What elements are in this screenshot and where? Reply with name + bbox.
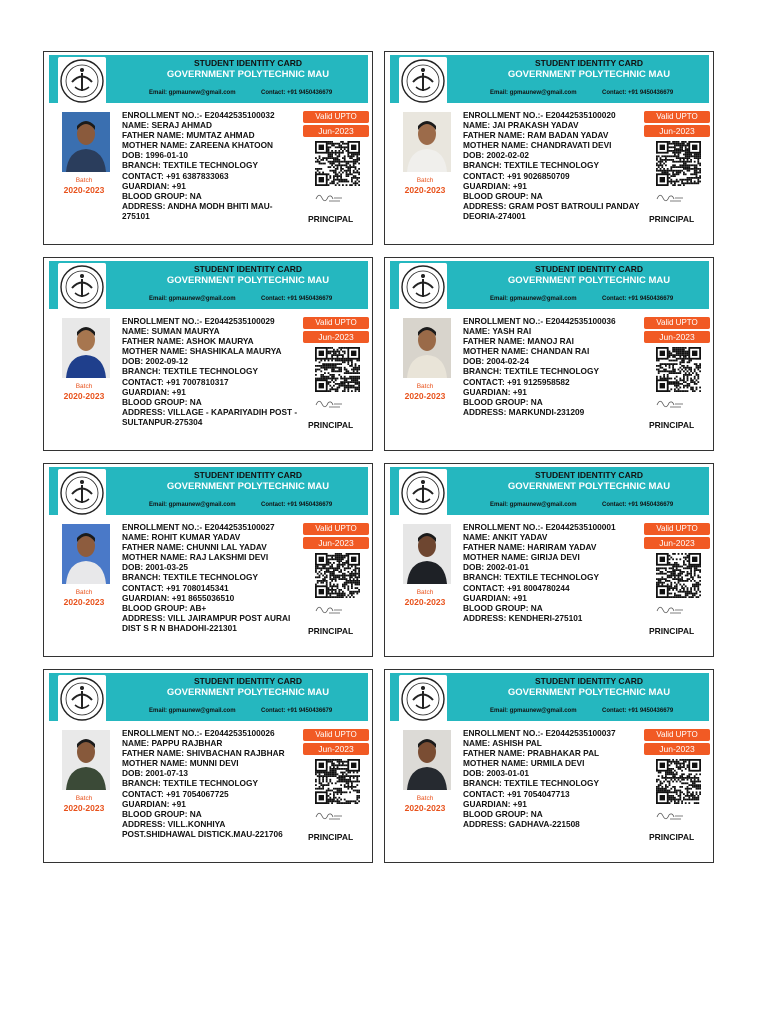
principal-label: PRINCIPAL: [308, 420, 354, 430]
detail-line: NAME: ROHIT KUMAR YADAV: [122, 532, 241, 543]
batch-value: 2020-2023: [404, 391, 446, 401]
principal-label: PRINCIPAL: [649, 214, 695, 224]
student-details: [463, 522, 641, 623]
card-title: STUDENT IDENTITY CARD: [194, 58, 302, 68]
student-photo: [403, 112, 451, 172]
detail-line: MOTHER NAME: MUNNI DEVI: [122, 758, 239, 769]
batch-value: 2020-2023: [404, 803, 446, 813]
detail-line: CONTACT: +91 8004780244: [463, 582, 570, 593]
institute-name: GOVERNMENT POLYTECHNIC MAU: [507, 687, 671, 698]
detail-line: ADDRESS: ANDHA MODH BHITI MAU-275101: [122, 200, 273, 221]
email-text: Email: gpmaunew@gmail.com: [149, 708, 236, 714]
detail-line: DOB: 2002-02-02: [463, 150, 529, 161]
id-card: [43, 669, 373, 863]
email-text: Email: gpmaunew@gmail.com: [149, 502, 236, 508]
detail-line: NAME: ASHISH PAL: [463, 738, 542, 749]
student-photo: [62, 318, 110, 378]
detail-line: ADDRESS: KENDHERI-275101: [463, 612, 583, 623]
detail-line: BRANCH: TEXTILE TECHNOLOGY: [463, 572, 599, 583]
detail-line: ENROLLMENT NO.:- E20442535100026: [122, 728, 275, 738]
detail-line: ENROLLMENT NO.:- E20442535100027: [122, 522, 275, 532]
detail-line: DOB: 2002-01-01: [463, 562, 529, 573]
detail-line: CONTACT: +91 6387833063: [122, 170, 229, 181]
id-card: [43, 463, 373, 657]
email-text: Email: gpmaunew@gmail.com: [490, 502, 577, 508]
contact-text: Contact: +91 9450436679: [261, 502, 333, 508]
detail-line: BLOOD GROUP: AB+: [122, 602, 207, 613]
qr-code-icon: [315, 141, 360, 186]
up-government-emblem-icon: [399, 675, 447, 723]
up-government-emblem-icon: [399, 263, 447, 311]
batch-label: Batch: [75, 795, 93, 802]
batch-label: Batch: [75, 383, 93, 390]
principal-label: PRINCIPAL: [308, 214, 354, 224]
card-title: STUDENT IDENTITY CARD: [194, 676, 302, 686]
student-details: [463, 728, 641, 829]
qr-code-icon: [656, 347, 701, 392]
detail-line: BRANCH: TEXTILE TECHNOLOGY: [463, 366, 599, 377]
detail-line: BRANCH: TEXTILE TECHNOLOGY: [122, 572, 258, 583]
detail-line: FATHER NAME: SHIVBACHAN RAJBHAR: [122, 748, 285, 759]
valid-date-badge: Jun-2023: [644, 537, 710, 549]
up-government-emblem-icon: [58, 57, 106, 105]
principal-label: PRINCIPAL: [649, 626, 695, 636]
detail-line: MOTHER NAME: CHANDAN RAI: [463, 346, 590, 357]
detail-line: CONTACT: +91 7080145341: [122, 582, 229, 593]
valid-upto-badge: Valid UPTO: [303, 729, 369, 741]
detail-line: FATHER NAME: PRABHAKAR PAL: [463, 748, 600, 759]
detail-line: MOTHER NAME: URMILA DEVI: [463, 758, 585, 769]
detail-line: BRANCH: TEXTILE TECHNOLOGY: [122, 778, 258, 789]
institute-name: GOVERNMENT POLYTECHNIC MAU: [166, 481, 330, 492]
batch-label: Batch: [416, 589, 434, 596]
student-details: [122, 110, 300, 221]
detail-line: MOTHER NAME: ZAREENA KHATOON: [122, 140, 274, 151]
valid-upto-badge: Valid UPTO: [644, 111, 710, 123]
qr-code-icon: [315, 759, 360, 804]
detail-line: DOB: 2001-03-25: [122, 562, 188, 573]
qr-code-icon: [656, 553, 701, 598]
detail-line: BRANCH: TEXTILE TECHNOLOGY: [122, 160, 258, 171]
batch-value: 2020-2023: [63, 391, 105, 401]
detail-line: NAME: ANKIT YADAV: [463, 532, 548, 543]
card-title: STUDENT IDENTITY CARD: [194, 470, 302, 480]
detail-line: NAME: YASH RAI: [463, 326, 532, 337]
qr-code-icon: [315, 553, 360, 598]
principal-signature: [655, 808, 685, 822]
valid-upto-badge: Valid UPTO: [303, 523, 369, 535]
principal-signature: [314, 808, 344, 822]
card-title: STUDENT IDENTITY CARD: [535, 58, 643, 68]
detail-line: ADDRESS: VILL.KONHIYA POST.SHIDHAWAL DISTICK.MAU-221706: [122, 818, 283, 839]
valid-upto-badge: Valid UPTO: [644, 523, 710, 535]
detail-line: ENROLLMENT NO.:- E20442535100029: [122, 316, 275, 326]
detail-line: GUARDIAN: +91: [463, 592, 527, 603]
valid-date-badge: Jun-2023: [303, 537, 369, 549]
detail-line: DOB: 2003-01-01: [463, 768, 529, 779]
batch-label: Batch: [75, 177, 93, 184]
principal-signature: [655, 396, 685, 410]
principal-signature: [655, 190, 685, 204]
id-card: [43, 51, 373, 245]
detail-line: MOTHER NAME: RAJ LAKSHMI DEVI: [122, 552, 269, 563]
detail-line: CONTACT: +91 7054067725: [122, 788, 229, 799]
batch-label: Batch: [75, 589, 93, 596]
detail-line: ENROLLMENT NO.:- E20442535100036: [463, 316, 616, 326]
detail-line: ENROLLMENT NO.:- E20442535100001: [463, 522, 616, 532]
contact-text: Contact: +91 9450436679: [602, 90, 674, 96]
detail-line: FATHER NAME: MANOJ RAI: [463, 336, 574, 347]
detail-line: FATHER NAME: ASHOK MAURYA: [122, 336, 254, 347]
batch-value: 2020-2023: [404, 597, 446, 607]
institute-name: GOVERNMENT POLYTECHNIC MAU: [166, 687, 330, 698]
contact-text: Contact: +91 9450436679: [261, 90, 333, 96]
student-photo: [62, 730, 110, 790]
batch-label: Batch: [416, 177, 434, 184]
detail-line: ADDRESS: GADHAVA-221508: [463, 818, 580, 829]
email-text: Email: gpmaunew@gmail.com: [490, 708, 577, 714]
institute-name: GOVERNMENT POLYTECHNIC MAU: [166, 275, 330, 286]
student-details: [122, 522, 300, 633]
detail-line: MOTHER NAME: CHANDRAVATI DEVI: [463, 140, 612, 151]
detail-line: ENROLLMENT NO.:- E20442535100037: [463, 728, 616, 738]
detail-line: DOB: 2004-02-24: [463, 356, 529, 367]
valid-upto-badge: Valid UPTO: [303, 111, 369, 123]
id-card: [384, 257, 714, 451]
student-photo: [62, 524, 110, 584]
detail-line: ENROLLMENT NO.:- E20442535100020: [463, 110, 616, 120]
detail-line: CONTACT: +91 7054047713: [463, 788, 570, 799]
batch-label: Batch: [416, 795, 434, 802]
detail-line: FATHER NAME: HARIRAM YADAV: [463, 542, 597, 553]
principal-signature: [314, 396, 344, 410]
card-title: STUDENT IDENTITY CARD: [535, 676, 643, 686]
detail-line: GUARDIAN: +91: [122, 180, 186, 191]
up-government-emblem-icon: [399, 469, 447, 517]
up-government-emblem-icon: [399, 57, 447, 105]
student-photo: [403, 524, 451, 584]
batch-value: 2020-2023: [404, 185, 446, 195]
institute-name: GOVERNMENT POLYTECHNIC MAU: [507, 481, 671, 492]
detail-line: FATHER NAME: MUMTAZ AHMAD: [122, 130, 255, 141]
valid-date-badge: Jun-2023: [303, 331, 369, 343]
detail-line: BLOOD GROUP: NA: [463, 396, 543, 407]
principal-label: PRINCIPAL: [649, 832, 695, 842]
detail-line: BLOOD GROUP: NA: [463, 190, 543, 201]
up-government-emblem-icon: [58, 675, 106, 723]
detail-line: CONTACT: +91 9125958582: [463, 376, 570, 387]
detail-line: DOB: 2002-09-12: [122, 356, 188, 367]
student-photo: [62, 112, 110, 172]
detail-line: BRANCH: TEXTILE TECHNOLOGY: [463, 778, 599, 789]
batch-value: 2020-2023: [63, 185, 105, 195]
student-details: [463, 316, 641, 417]
qr-code-icon: [656, 759, 701, 804]
email-text: Email: gpmaunew@gmail.com: [149, 296, 236, 302]
detail-line: MOTHER NAME: GIRIJA DEVI: [463, 552, 580, 563]
detail-line: FATHER NAME: RAM BADAN YADAV: [463, 130, 609, 141]
detail-line: DOB: 1996-01-10: [122, 150, 188, 161]
qr-code-icon: [315, 347, 360, 392]
detail-line: CONTACT: +91 7007810317: [122, 376, 229, 387]
detail-line: BLOOD GROUP: NA: [122, 190, 202, 201]
detail-line: ADDRESS: MARKUNDI-231209: [463, 406, 585, 417]
contact-text: Contact: +91 9450436679: [602, 296, 674, 302]
valid-upto-badge: Valid UPTO: [644, 729, 710, 741]
id-card: [384, 51, 714, 245]
detail-line: BLOOD GROUP: NA: [463, 808, 543, 819]
valid-date-badge: Jun-2023: [303, 743, 369, 755]
card-title: STUDENT IDENTITY CARD: [194, 264, 302, 274]
qr-code-icon: [656, 141, 701, 186]
detail-line: GUARDIAN: +91: [122, 798, 186, 809]
institute-name: GOVERNMENT POLYTECHNIC MAU: [507, 69, 671, 80]
card-title: STUDENT IDENTITY CARD: [535, 470, 643, 480]
student-details: [463, 110, 641, 221]
valid-date-badge: Jun-2023: [644, 331, 710, 343]
contact-text: Contact: +91 9450436679: [261, 708, 333, 714]
email-text: Email: gpmaunew@gmail.com: [490, 90, 577, 96]
detail-line: GUARDIAN: +91 8655036510: [122, 592, 235, 603]
detail-line: GUARDIAN: +91: [122, 386, 186, 397]
detail-line: ENROLLMENT NO.:- E20442535100032: [122, 110, 275, 120]
detail-line: BRANCH: TEXTILE TECHNOLOGY: [463, 160, 599, 171]
detail-line: FATHER NAME: CHUNNI LAL YADAV: [122, 542, 267, 553]
detail-line: NAME: SERAJ AHMAD: [122, 120, 213, 131]
up-government-emblem-icon: [58, 469, 106, 517]
detail-line: GUARDIAN: +91: [463, 798, 527, 809]
contact-text: Contact: +91 9450436679: [602, 502, 674, 508]
detail-line: BLOOD GROUP: NA: [463, 602, 543, 613]
detail-line: BLOOD GROUP: NA: [122, 808, 202, 819]
principal-label: PRINCIPAL: [649, 420, 695, 430]
principal-signature: [314, 190, 344, 204]
student-photo: [403, 730, 451, 790]
detail-line: NAME: PAPPU RAJBHAR: [122, 738, 223, 749]
id-card: [43, 257, 373, 451]
batch-value: 2020-2023: [63, 803, 105, 813]
valid-date-badge: Jun-2023: [644, 743, 710, 755]
valid-upto-badge: Valid UPTO: [644, 317, 710, 329]
contact-text: Contact: +91 9450436679: [261, 296, 333, 302]
id-card: [384, 669, 714, 863]
detail-line: ADDRESS: VILL JAIRAMPUR POST AURAI DIST S R N BHADOHI-221301: [122, 612, 291, 633]
detail-line: DOB: 2001-07-13: [122, 768, 188, 779]
card-title: STUDENT IDENTITY CARD: [535, 264, 643, 274]
detail-line: ADDRESS: VILLAGE - KAPARIYADIH POST -SULTANPUR-275304: [122, 406, 298, 427]
detail-line: CONTACT: +91 9026850709: [463, 170, 570, 181]
batch-value: 2020-2023: [63, 597, 105, 607]
student-details: [122, 316, 300, 427]
principal-signature: [314, 602, 344, 616]
detail-line: GUARDIAN: +91: [463, 180, 527, 191]
institute-name: GOVERNMENT POLYTECHNIC MAU: [507, 275, 671, 286]
valid-upto-badge: Valid UPTO: [303, 317, 369, 329]
detail-line: ADDRESS: GRAM POST BATROULI PANDAY DEORIA-274001: [463, 200, 640, 221]
detail-line: MOTHER NAME: SHASHIKALA MAURYA: [122, 346, 282, 357]
principal-signature: [655, 602, 685, 616]
detail-line: GUARDIAN: +91: [463, 386, 527, 397]
id-card: [384, 463, 714, 657]
valid-date-badge: Jun-2023: [644, 125, 710, 137]
email-text: Email: gpmaunew@gmail.com: [149, 90, 236, 96]
detail-line: BLOOD GROUP: NA: [122, 396, 202, 407]
institute-name: GOVERNMENT POLYTECHNIC MAU: [166, 69, 330, 80]
detail-line: BRANCH: TEXTILE TECHNOLOGY: [122, 366, 258, 377]
principal-label: PRINCIPAL: [308, 626, 354, 636]
detail-line: NAME: SUMAN MAURYA: [122, 326, 220, 337]
contact-text: Contact: +91 9450436679: [602, 708, 674, 714]
detail-line: NAME: JAI PRAKASH YADAV: [463, 120, 579, 131]
valid-date-badge: Jun-2023: [303, 125, 369, 137]
principal-label: PRINCIPAL: [308, 832, 354, 842]
up-government-emblem-icon: [58, 263, 106, 311]
batch-label: Batch: [416, 383, 434, 390]
student-photo: [403, 318, 451, 378]
email-text: Email: gpmaunew@gmail.com: [490, 296, 577, 302]
student-details: [122, 728, 300, 839]
